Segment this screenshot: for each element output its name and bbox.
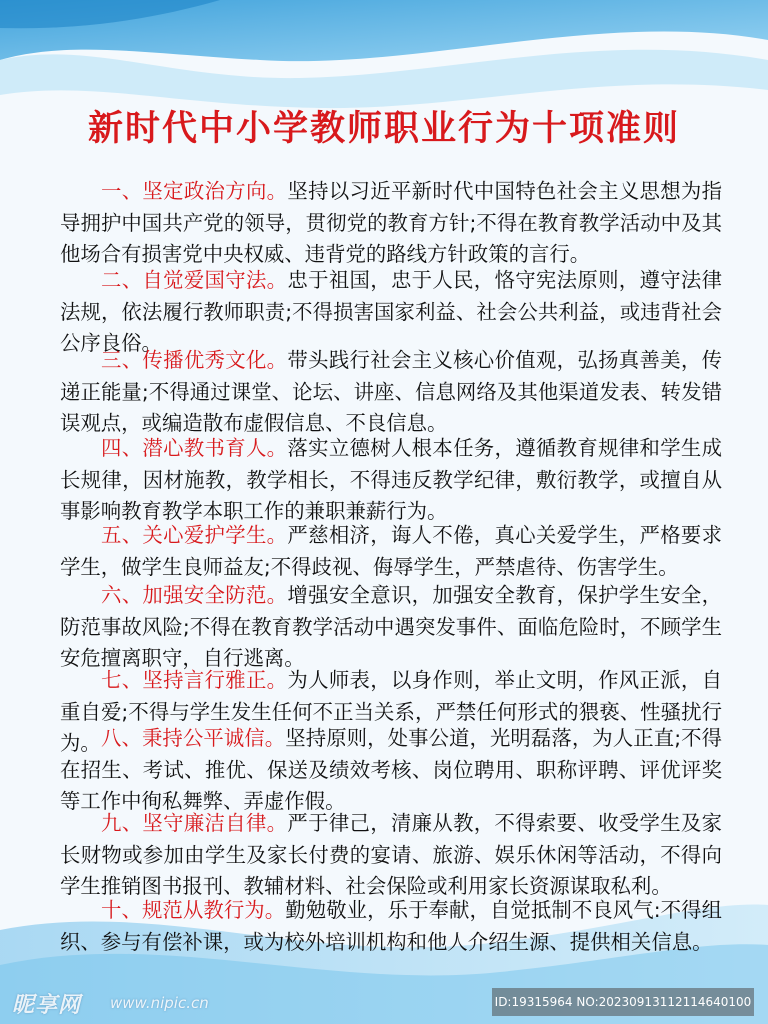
- article-body: 带头践行社会主义核心价值观，弘扬真善美，传递正能量;不得通过课堂、论坛、讲座、信息网络及其他渠道发表、转发错误观点，或编造散布虚假信息、不良信息。: [60, 348, 723, 436]
- article-4: [60, 433, 722, 528]
- article-3: [60, 345, 722, 440]
- article-body: 增强安全意识，加强安全教育，保护学生安全，防范事故风险;不得在教育教学活动中遇突发事件、面临危险时，不顾学生安危擅离职守，自行逃离。: [60, 583, 723, 671]
- article-heading: 十、规范从教行为。: [101, 898, 286, 922]
- article-heading: 一、坚定政治方向。: [101, 179, 288, 203]
- article-heading: 三、传播优秀文化。: [101, 348, 288, 372]
- article-5: [60, 520, 722, 583]
- article-body: 落实立德树人根本任务，遵循教育规律和学生成长规律，因材施教，教学相长，不得违反教学纪律，敷衍教学，或擅自从事影响教育教学本职工作的兼职兼薪行为。: [60, 436, 723, 524]
- article-body: 严慈相济，诲人不倦，真心关爱学生，严格要求学生，做学生良师益友;不得歧视、侮辱学生，严禁虐待、伤害学生。: [60, 523, 723, 579]
- article-heading: 九、坚守廉洁自律。: [101, 811, 288, 835]
- article-heading: 七、坚持言行雅正。: [101, 668, 288, 692]
- article-heading: 四、潜心教书育人。: [101, 436, 288, 460]
- article-6: [60, 580, 722, 675]
- watermark-logo: 昵享网: [12, 993, 82, 1018]
- page-title: 新时代中小学教师职业行为十项准则: [87, 109, 680, 149]
- article-9: [60, 808, 722, 903]
- image-id-label: ID:19315964 NO:20230913112114640100: [492, 988, 754, 1016]
- article-1: [60, 176, 722, 271]
- article-8: [60, 723, 722, 818]
- article-heading: 六、加强安全防范。: [101, 583, 288, 607]
- article-heading: 八、秉持公平诚信。: [101, 726, 286, 750]
- article-body: 为人师表，以身作则，举止文明，作风正派，自重自爱;不得与学生发生任何不正当关系，严禁任何形式的猥亵、性骚扰行为。: [60, 668, 723, 756]
- watermark-url: www.nipic.cn: [110, 994, 209, 1012]
- article-body: 严于律己，清廉从教，不得索要、收受学生及家长财物或参加由学生及家长付费的宴请、旅游、娱乐休闲等活动，不得向学生推销图书报刊、教辅材料、社会保险或利用家长资源谋取私利。: [60, 811, 723, 899]
- article-body: 勤勉敬业，乐于奉献，自觉抵制不良风气:不得组织、参与有偿补课，或为校外培训机构和他人介绍生源、提供相关信息。: [60, 898, 723, 954]
- article-body: 坚持原则，处事公道，光明磊落，为人正直;不得在招生、考试、推优、保送及绩效考核、岗位聘用、职称评聘、评优评奖等工作中徇私舞弊、弄虚作假。: [60, 726, 723, 814]
- article-body: 坚持以习近平新时代中国特色社会主义思想为指导拥护中国共产党的领导，贯彻党的教育方针;不得在教育教学活动中及其他场合有损害党中央权威、违背党的路线方针政策的言行。: [60, 179, 723, 267]
- article-heading: 二、自觉爱国守法。: [101, 268, 288, 292]
- article-heading: 五、关心爱护学生。: [101, 523, 288, 547]
- article-10: [60, 895, 722, 958]
- article-body: 忠于祖国，忠于人民，恪守宪法原则，遵守法律法规，依法履行教师职责;不得损害国家利益、社会公共利益，或违背社会公序良俗。: [60, 268, 723, 356]
